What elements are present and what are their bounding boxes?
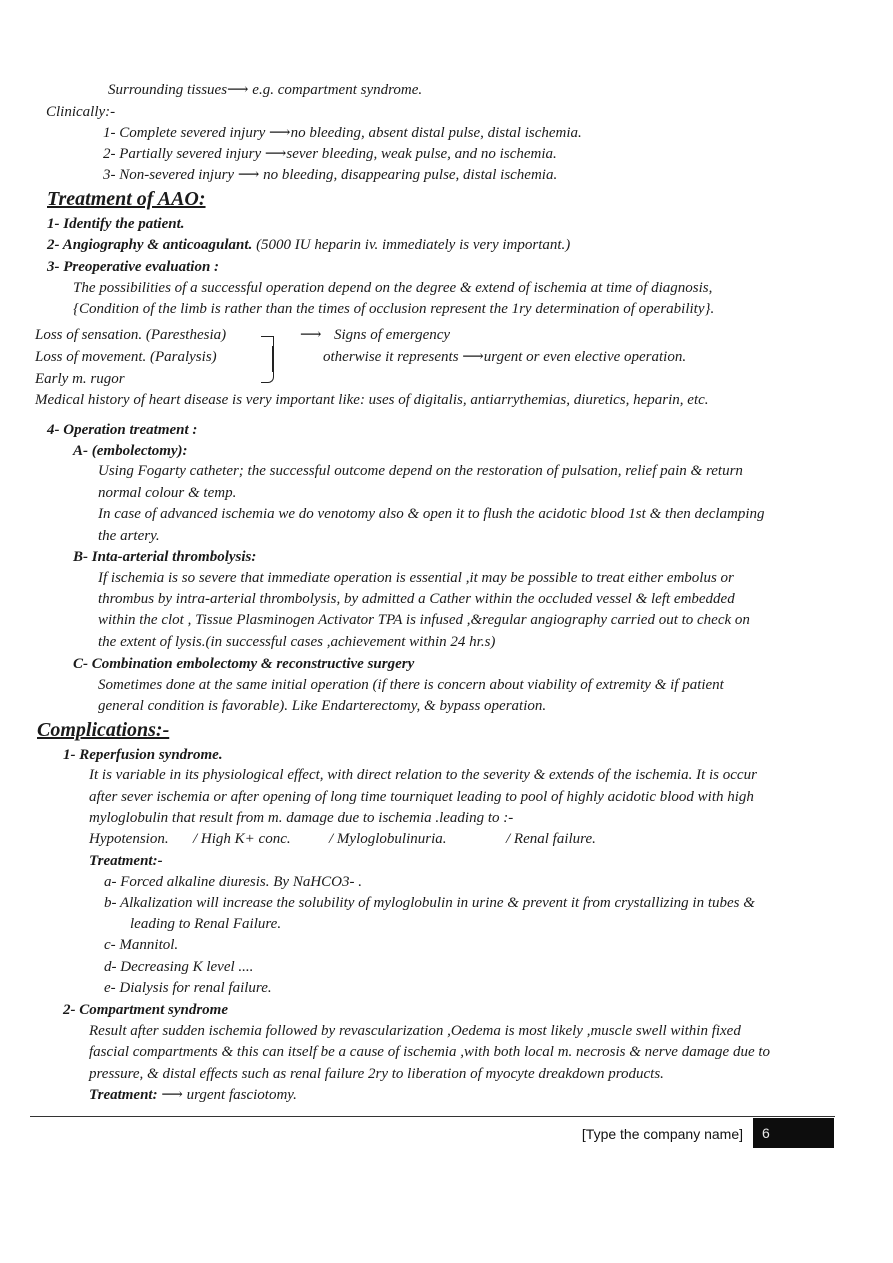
- text-line: / Myloglobulinuria.: [329, 831, 447, 847]
- text-line: The possibilities of a successful operation depend on the degree & extend of ischemia at time of diagnosis,: [73, 280, 713, 296]
- text-line: Sometimes done at the same initial operation (if there is concern about viability of extremity & if patient: [98, 677, 724, 693]
- list-item: d- Decreasing K level ....: [104, 959, 254, 975]
- treatment-label: Treatment:: [89, 1087, 158, 1103]
- text-line: Using Fogarty catheter; the successful outcome depend on the restoration of pulsation, relief pain & return: [98, 463, 743, 479]
- text-line: Medical history of heart disease is very important like: uses of digitalis, antiarrythemias, diuretics, heparin, etc.: [35, 392, 709, 408]
- list-item: 1- Identify the patient.: [47, 216, 185, 232]
- footer-divider: [30, 1116, 835, 1117]
- text-line: thrombus by intra-arterial thrombolysis, by admitted a Cather within the occluded vessel & left embedded: [98, 591, 735, 607]
- text-line: within the clot , Tissue Plasminogen Activator TPA is infused ,&regular angiography carried out to check on: [98, 612, 750, 628]
- bracket-icon: [261, 372, 274, 383]
- list-item: 4- Operation treatment :: [47, 422, 198, 438]
- text-line: / Renal failure.: [506, 831, 596, 847]
- list-item: 3- Preoperative evaluation :: [47, 259, 220, 275]
- text-line: It is variable in its physiological effect, with direct relation to the severity & extends of the ischemia. It is occur: [89, 767, 757, 783]
- section-heading: Complications:-: [37, 719, 170, 741]
- text-line: Loss of movement. (Paralysis): [35, 349, 217, 365]
- sub-heading: B- Inta-arterial thrombolysis:: [73, 549, 257, 565]
- text-line: after sever ischemia or after opening of long time tourniquet leading to pool of highly acidotic blood with high: [89, 789, 754, 805]
- treatment-value: ⟶ urgent fasciotomy.: [161, 1087, 297, 1103]
- text-line: myloglobulin that result from m. damage due to ischemia .leading to :-: [89, 810, 514, 826]
- list-item: 2- Compartment syndrome: [63, 1002, 229, 1018]
- text-line: leading to Renal Failure.: [130, 916, 282, 932]
- arrow-glyph: ⟶: [300, 327, 322, 343]
- list-item: a- Forced alkaline diuresis. By NaHCO3- .: [104, 874, 363, 890]
- list-item-label: 2- Angiography & anticoagulant.: [47, 237, 253, 253]
- list-item-note: (5000 IU heparin iv. immediately is very important.): [256, 237, 571, 253]
- section-heading: Treatment of AAO:: [47, 188, 206, 210]
- footer-company-name: [Type the company name]: [581, 1126, 743, 1142]
- text-line: otherwise it represents ⟶urgent or even elective operation.: [323, 349, 687, 365]
- text-line: general condition is favorable). Like Endarterectomy, & bypass operation.: [98, 698, 547, 714]
- text-line: {Condition of the limb is rather than the times of occlusion represent the 1ry determination of operability}.: [73, 301, 715, 317]
- text-line: [89, 1085, 297, 1105]
- list-item: c- Mannitol.: [104, 937, 179, 953]
- sub-heading: Treatment:-: [89, 853, 163, 869]
- text-line: pressure, & distal effects such as renal failure 2ry to liberation of myocyte dreakdown products.: [89, 1066, 664, 1082]
- page-number: 6: [753, 1118, 834, 1148]
- sub-heading: A- (embolectomy):: [73, 443, 188, 459]
- text-line: Signs of emergency: [334, 327, 451, 343]
- list-item: b- Alkalization will increase the solubility of myloglobulin in urine & prevent it from crystallizing in tubes &: [104, 895, 755, 911]
- text-line: / High K+ conc.: [193, 831, 291, 847]
- text-line: Loss of sensation. (Paresthesia): [35, 327, 227, 343]
- sub-heading: C- Combination embolectomy & reconstructive surgery: [73, 656, 415, 672]
- text-line: the artery.: [98, 528, 160, 544]
- list-item: 3- Non-severed injury ⟶ no bleeding, disappearing pulse, distal ischemia.: [103, 167, 558, 183]
- list-item: 1- Reperfusion syndrome.: [63, 747, 223, 763]
- text-line: fascial compartments & this can itself be a cause of ischemia ,with both local m. necrosis & nerve damage due to: [89, 1044, 771, 1060]
- list-item: 2- Partially severed injury ⟶sever bleeding, weak pulse, and no ischemia.: [103, 146, 557, 162]
- list-item: [47, 235, 570, 255]
- text-line: If ischemia is so severe that immediate operation is essential ,it may be possible to treat either embolus or: [98, 570, 734, 586]
- text-line: the extent of lysis.(in successful cases ,achievement within 24 hr.s): [98, 634, 496, 650]
- bracket-icon: [272, 346, 274, 372]
- text-line: In case of advanced ischemia we do venotomy also & open it to flush the acidotic blood 1st & then declamping: [98, 506, 765, 522]
- text-line: normal colour & temp.: [98, 485, 237, 501]
- text-line: Result after sudden ischemia followed by revascularization ,Oedema is most likely ,muscle swell within fixed: [89, 1023, 741, 1039]
- text-line: Clinically:-: [46, 104, 116, 120]
- list-item: 1- Complete severed injury ⟶no bleeding, absent distal pulse, distal ischemia.: [103, 125, 582, 141]
- text-line: Early m. rugor: [35, 371, 125, 387]
- text-line: Surrounding tissues⟶ e.g. compartment syndrome.: [108, 82, 423, 98]
- list-item: e- Dialysis for renal failure.: [104, 980, 272, 996]
- text-line: Hypotension.: [89, 831, 169, 847]
